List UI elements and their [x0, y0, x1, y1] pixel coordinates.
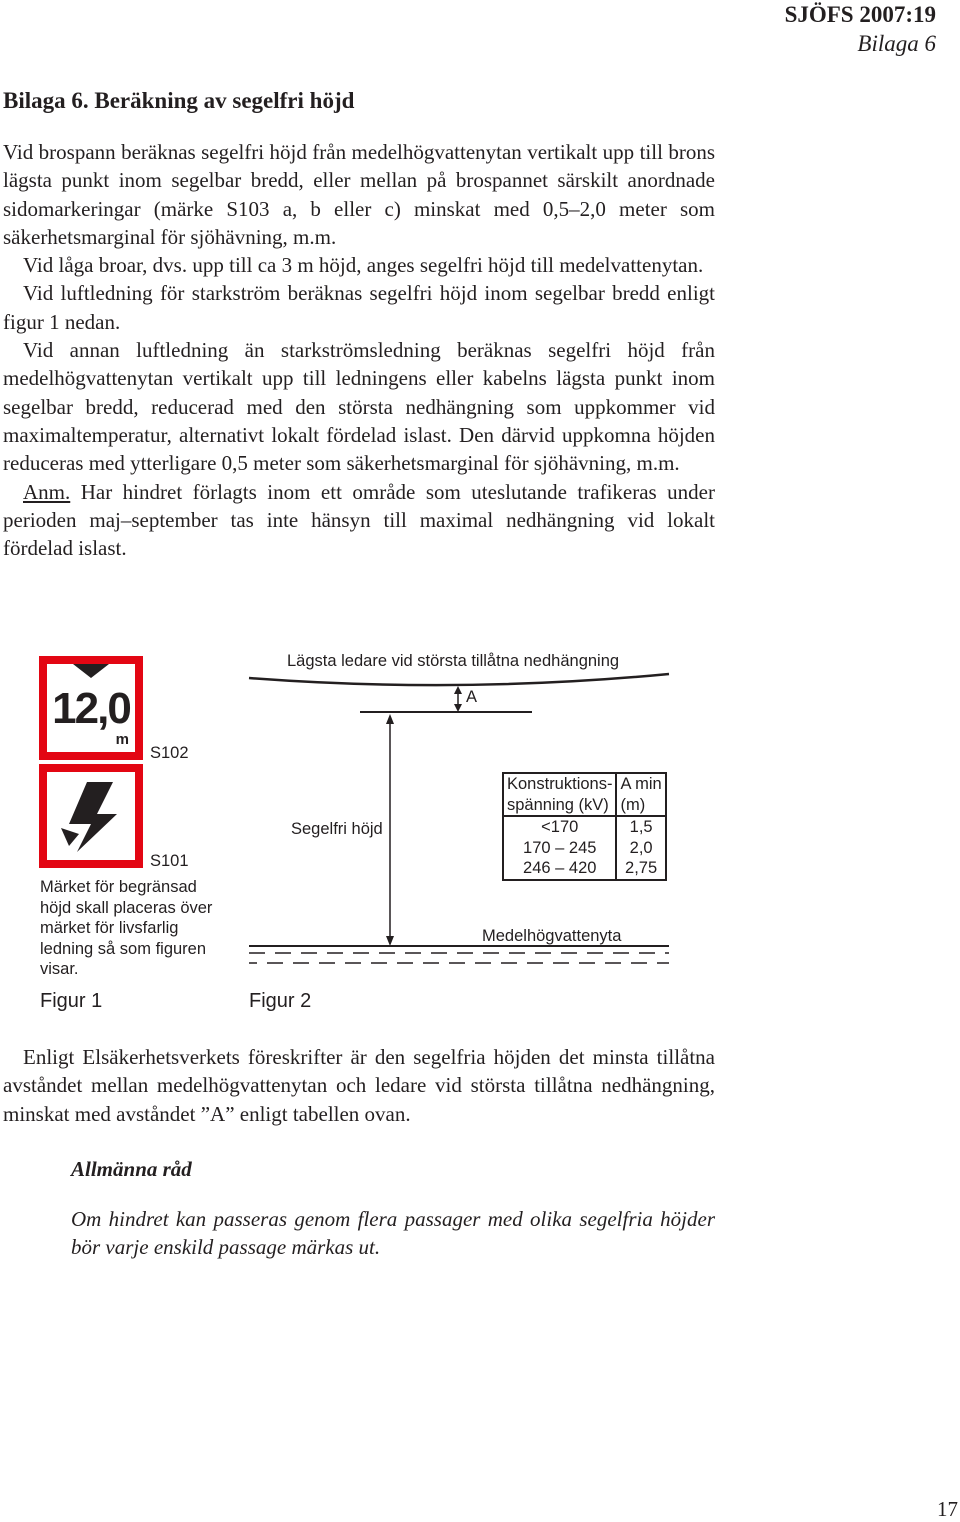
body-text — [3, 138, 715, 562]
note-text: Har hindret förlagts inom ett område som uteslutande trafikeras under perioden maj–september tas inte hänsyn till maximal nedhängning vid lokalt fördelad islast. — [3, 479, 715, 561]
a-label: A — [466, 688, 478, 706]
clearance-arrow-up-icon — [386, 714, 394, 724]
note-prefix: Anm. — [23, 479, 71, 504]
paragraph-el-safety: Enligt Elsäkerhetsverkets föreskrifter är den segelfria höjden det minsta tillåtna avståndet mellan medelhögvattenytan och ledare vid största tillåtna nedhängning, minskat med avståndet ”A” enligt tabellen ovan. — [3, 1045, 715, 1126]
sign-s102-label: S102 — [150, 744, 189, 762]
page-number: 17 — [937, 1497, 958, 1521]
paragraph-bridge-span: Vid brospann beräknas segelfri höjd från medelhögvattenytan vertikalt upp till brons lägsta punkt inom segelbar bredd, eller mellan på brospannet särskilt anordnade sidomarkeringar (märke S103 a, b eller c) minskat med 0,5–2,0 meter som säkerhetsmarginal för sjöhävning, m.m. — [3, 140, 715, 249]
paragraph-power-line: Vid luftledning för starkström beräknas segelfri höjd inom segelbar bredd enligt figur 1 nedan. — [3, 281, 715, 334]
advice-heading: Allmänna råd — [71, 1157, 192, 1181]
paragraph-note — [3, 478, 715, 563]
paragraph-other-line: Vid annan luftledning än starkströmsledning beräknas segelfri höjd från medelhögvattenytan vertikalt upp till ledningens eller kabelns lägsta punkt inom segelbar bredd, reducerad med den största nedhängning som uppkommer vid maximaltemperatur, alternativt lokalt fördelad islast. Den därvid uppkomna höjden reduceras med ytterligare 0,5 meter som säkerhetsmarginal för sjöhävning, m.m. — [3, 338, 715, 476]
sign-s101-face — [47, 772, 135, 860]
conductor-curve — [249, 674, 669, 685]
annex-label: Bilaga 6 — [857, 31, 936, 56]
figure1-label: Figur 1 — [40, 990, 103, 1012]
a-arrow-down-icon — [454, 704, 462, 712]
paragraph-low-bridges: Vid låga broar, dvs. upp till ca 3 m höjd, anges segelfri höjd till medelvattenytan. — [23, 253, 704, 278]
clearance-label: Segelfri höjd — [291, 820, 383, 838]
page-title: Bilaga 6. Beräkning av segelfri höjd — [3, 88, 355, 113]
table-header-row — [503, 773, 666, 816]
sign-height-value: 12,0 — [52, 684, 130, 733]
figure1-caption: Märket för begränsad höjd skall placeras över märket för livsfarlig ledning så som figuren visar. — [40, 878, 213, 978]
advice-text: Om hindret kan passeras genom flera passager med olika segelfria höjder bör varje enskild passage märkas ut. — [71, 1207, 715, 1260]
water-level-label: Medelhögvattenyta — [482, 927, 622, 945]
voltage-cell: <170 170 – 245 246 – 420 — [503, 816, 616, 879]
clearance-arrow-down-icon — [386, 936, 394, 946]
sign-s101-label: S101 — [150, 852, 189, 870]
a-arrow-up-icon — [454, 686, 462, 694]
document-code: SJÖFS 2007:19 — [784, 2, 936, 27]
table-row — [503, 816, 666, 879]
amin-cell: 1,5 2,0 2,75 — [616, 816, 665, 879]
amin-table — [502, 772, 667, 881]
sign-s102-max-height — [39, 656, 143, 760]
amin-header: A min (m) — [616, 773, 665, 816]
figure2-label: Figur 2 — [249, 990, 312, 1012]
sign-s101-danger-line — [39, 764, 143, 868]
voltage-header: Konstruktions- spänning (kV) — [503, 773, 616, 816]
table-bottom-row — [503, 879, 666, 880]
lightning-bolt-icon — [47, 772, 135, 860]
sign-s102-face — [47, 664, 135, 752]
conductor-label: Lägsta ledare vid största tillåtna nedhängning — [287, 652, 620, 670]
sign-height-unit: m — [115, 731, 129, 748]
